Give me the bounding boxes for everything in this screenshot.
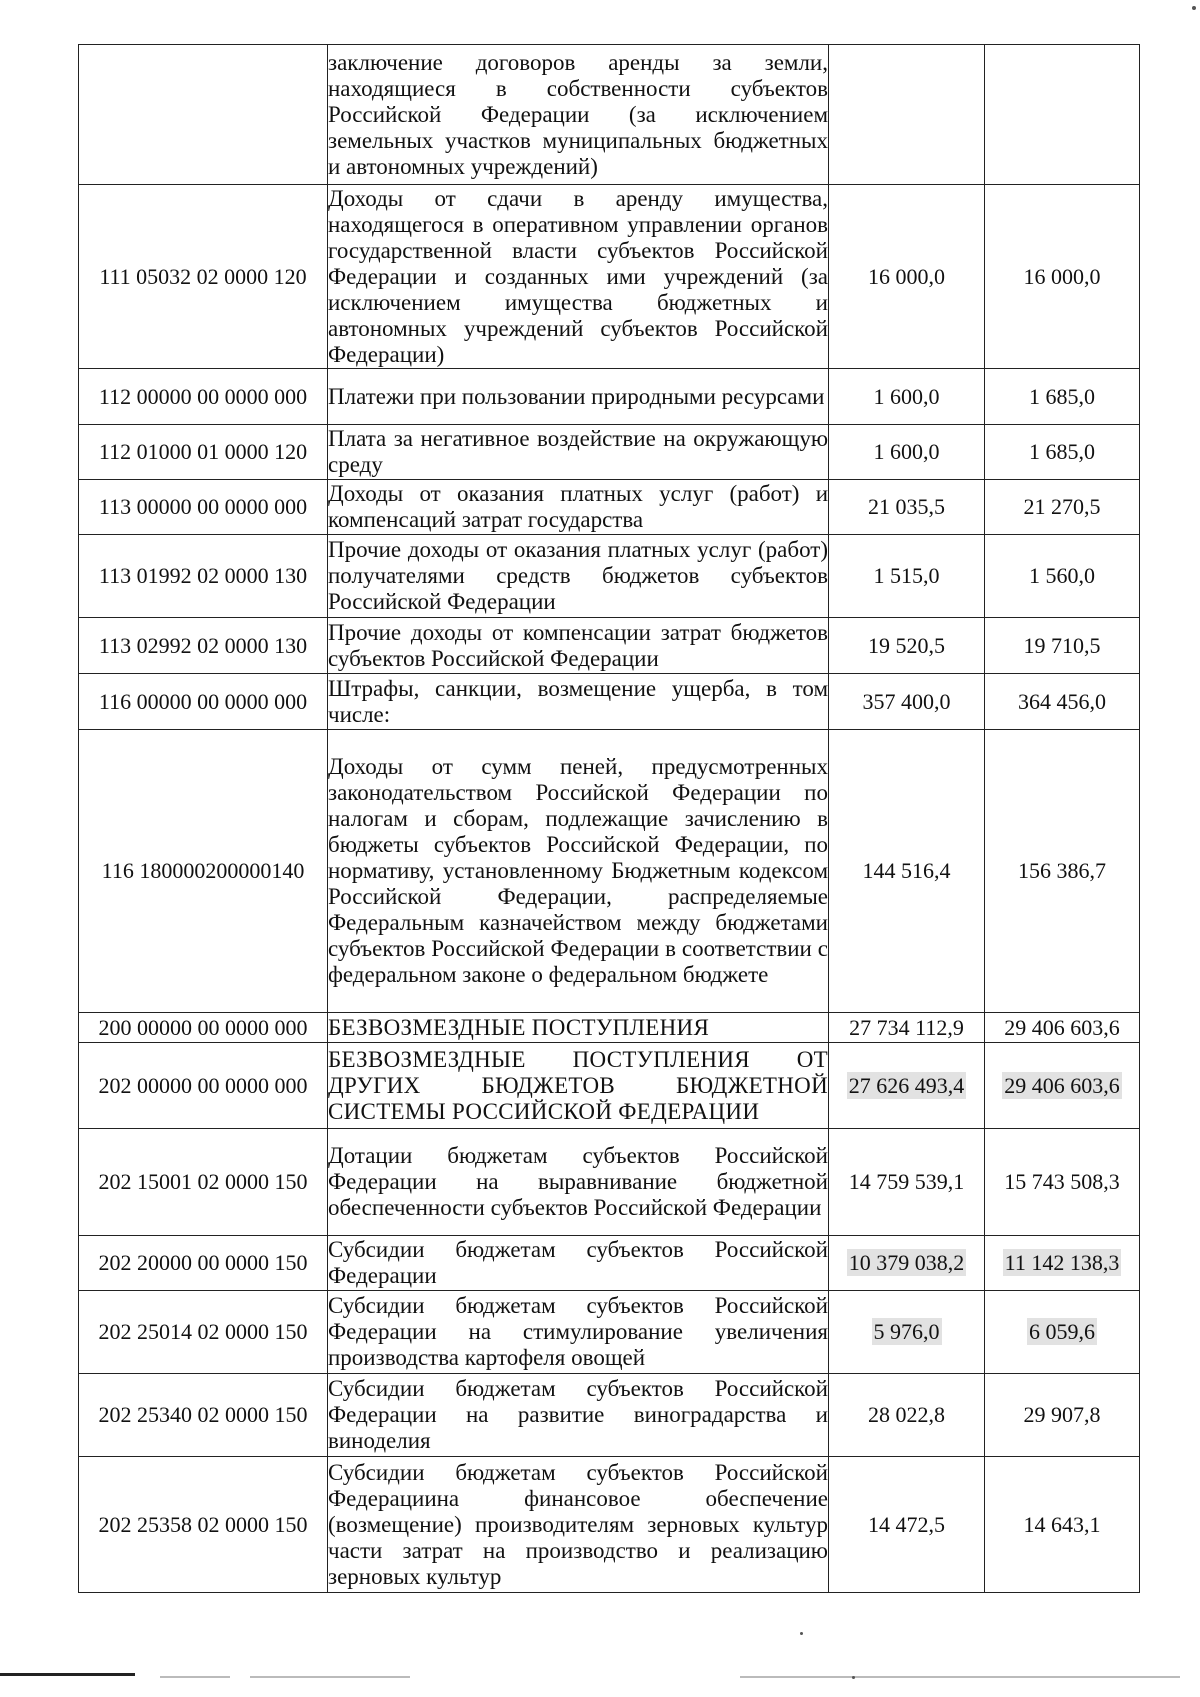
table-row [79, 618, 1140, 674]
highlighted-value: 10 379 038,2 [848, 1250, 965, 1275]
row-description: Доходы от оказания платных услуг (работ) и компенсаций затрат государства [328, 480, 829, 535]
row-value-year1: 144 516,4 [829, 730, 985, 1013]
table-row [79, 1291, 1140, 1374]
row-code: 202 15001 02 0000 150 [79, 1129, 328, 1236]
scan-footer [0, 1637, 1200, 1697]
row-description: БЕЗВОЗМЕЗДНЫЕ ПОСТУПЛЕНИЯ ОТ ДРУГИХ БЮДЖЕТОВ БЮДЖЕТНОЙ СИСТЕМЫ РОССИЙСКОЙ ФЕДЕРАЦИИ [328, 1043, 829, 1129]
row-description: Плата за негативное воздействие на окружающую среду [328, 425, 829, 480]
row-code: 200 00000 00 0000 000 [79, 1013, 328, 1043]
row-value-year1: 357 400,0 [829, 674, 985, 730]
row-description: Платежи при пользовании природными ресурсами [328, 369, 829, 425]
row-value-year2 [985, 1291, 1140, 1374]
row-value-year2: 1 685,0 [985, 369, 1140, 425]
row-code: 112 00000 00 0000 000 [79, 369, 328, 425]
table-row [79, 185, 1140, 369]
table-row [79, 480, 1140, 535]
row-value-year2: 16 000,0 [985, 185, 1140, 369]
row-value-year2: 364 456,0 [985, 674, 1140, 730]
row-value-year1: 1 515,0 [829, 535, 985, 618]
row-description: заключение договоров аренды за земли, находящиеся в собственности субъектов Российской Федерации (за исключением земельных участков муниципальных бюджетных и автономных учреждений) [328, 45, 829, 185]
row-value-year2: 19 710,5 [985, 618, 1140, 674]
table-row [79, 674, 1140, 730]
table-row [79, 45, 1140, 185]
footer-rule [0, 1673, 135, 1676]
row-description: Дотации бюджетам субъектов Российской Федерации на выравнивание бюджетной обеспеченности субъектов Российской Федерации [328, 1129, 829, 1236]
row-description: Субсидии бюджетам субъектов Российской Федерации [328, 1236, 829, 1291]
row-code: 202 20000 00 0000 150 [79, 1236, 328, 1291]
scan-speck [1192, 6, 1196, 10]
row-code: 202 00000 00 0000 000 [79, 1043, 328, 1129]
row-code: 113 01992 02 0000 130 [79, 535, 328, 618]
table-row [79, 1236, 1140, 1291]
scan-speck [800, 1632, 803, 1635]
row-value-year2 [985, 45, 1140, 185]
row-value-year2: 29 907,8 [985, 1374, 1140, 1457]
table-row [79, 369, 1140, 425]
table-row [79, 730, 1140, 1013]
row-code [79, 45, 328, 185]
row-value-year2 [985, 1043, 1140, 1129]
row-value-year2: 29 406 603,6 [985, 1013, 1140, 1043]
footer-dash [160, 1676, 230, 1678]
row-description: Прочие доходы от оказания платных услуг (работ) получателями средств бюджетов субъектов Российской Федерации [328, 535, 829, 618]
row-value-year1: 27 734 112,9 [829, 1013, 985, 1043]
row-value-year1: 1 600,0 [829, 369, 985, 425]
row-code: 116 00000 00 0000 000 [79, 674, 328, 730]
highlighted-value: 29 406 603,6 [1004, 1072, 1120, 1098]
row-value-year1: 21 035,5 [829, 480, 985, 535]
row-code: 113 00000 00 0000 000 [79, 480, 328, 535]
row-description: Прочие доходы от компенсации затрат бюджетов субъектов Российской Федерации [328, 618, 829, 674]
highlighted-value: 5 976,0 [873, 1319, 940, 1344]
row-code: 112 01000 01 0000 120 [79, 425, 328, 480]
row-value-year2: 156 386,7 [985, 730, 1140, 1013]
row-description: Доходы от сумм пеней, предусмотренных законодательством Российской Федерации по налогам и сборам, подлежащие зачислению в бюджеты субъектов Российской Федерации, по нормативу, установленному Бюджетным кодексом Российской Федерации, распределяемые Федеральным казначейством между бюджетами субъектов Российской Федерации в соответствии с федеральном законе о федеральном бюджете [328, 730, 829, 1013]
table-row [79, 1457, 1140, 1593]
footer-dash [740, 1676, 1180, 1678]
table-row [79, 535, 1140, 618]
row-description: Доходы от сдачи в аренду имущества, находящегося в оперативном управлении органов государственной власти субъектов Российской Федерации и созданных ими учреждений (за исключением имущества бюджетных и автономных учреждений субъектов Российской Федерации) [328, 185, 828, 367]
highlighted-value: 11 142 138,3 [1004, 1250, 1120, 1275]
scan-speck [852, 1676, 855, 1679]
row-value-year1: 16 000,0 [829, 185, 985, 369]
table-row [79, 1374, 1140, 1457]
row-value-year2 [985, 1236, 1140, 1291]
row-description: Субсидии бюджетам субъектов Российской Федерации на стимулирование увеличения производства картофеля овощей [328, 1291, 829, 1374]
row-code: 111 05032 02 0000 120 [79, 185, 328, 369]
row-value-year1 [829, 45, 985, 185]
row-description: Штрафы, санкции, возмещение ущерба, в том числе: [328, 674, 829, 730]
row-value-year2: 15 743 508,3 [985, 1129, 1140, 1236]
row-value-year1: 14 472,5 [829, 1457, 985, 1593]
row-description: Субсидии бюджетам субъектов Российской Федерации на развитие виноградарства и виноделия [328, 1374, 829, 1457]
highlighted-value: 6 059,6 [1029, 1319, 1095, 1344]
row-value-year2: 21 270,5 [985, 480, 1140, 535]
row-value-year1: 1 600,0 [829, 425, 985, 480]
row-value-year1 [829, 1291, 985, 1374]
budget-table [78, 44, 1140, 1593]
row-description: БЕЗВОЗМЕЗДНЫЕ ПОСТУПЛЕНИЯ [328, 1013, 829, 1043]
row-value-year2: 1 685,0 [985, 425, 1140, 480]
table-row [79, 1129, 1140, 1236]
row-value-year1 [829, 1043, 985, 1129]
row-code: 116 180000200000140 [79, 730, 328, 1013]
row-code: 113 02992 02 0000 130 [79, 618, 328, 674]
table-row [79, 425, 1140, 480]
row-code: 202 25014 02 0000 150 [79, 1291, 328, 1374]
row-value-year1: 14 759 539,1 [829, 1129, 985, 1236]
row-value-year1: 28 022,8 [829, 1374, 985, 1457]
row-value-year2: 14 643,1 [985, 1457, 1140, 1593]
table-row [79, 1013, 1140, 1043]
row-value-year1 [829, 1236, 985, 1291]
table-row [79, 1043, 1140, 1129]
row-code: 202 25340 02 0000 150 [79, 1374, 328, 1457]
row-description: Субсидии бюджетам субъектов Российской Федерациина финансовое обеспечение (возмещение) производителям зерновых культур части затрат на производство и реализацию зерновых культур [328, 1457, 829, 1593]
highlighted-value: 27 626 493,4 [848, 1072, 965, 1098]
row-value-year2: 1 560,0 [985, 535, 1140, 618]
row-value-year1: 19 520,5 [829, 618, 985, 674]
footer-dash [250, 1676, 410, 1678]
row-code: 202 25358 02 0000 150 [79, 1457, 328, 1593]
